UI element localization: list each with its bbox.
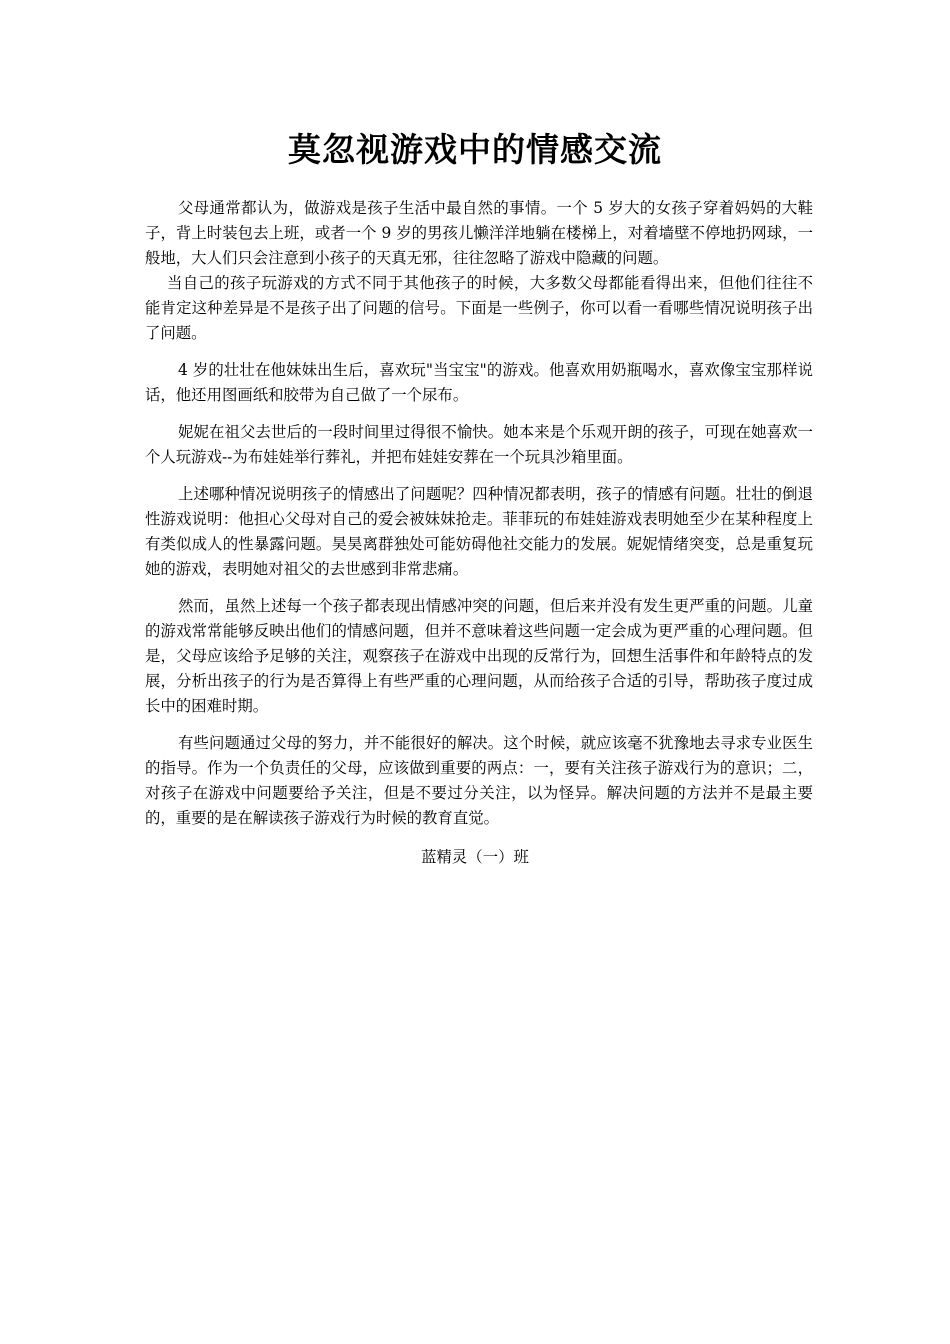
paragraph-7: 有些问题通过父母的努力，并不能很好的解决。这个时候，就应该毫不犹豫地去寻求专业医生的指导。作为一个负责任的父母，应该做到重要的两点：一，要有关注孩子游戏行为的意识；二，对孩子在游戏中问题要给予关注，但是不要过分关注，以为怪异。解决问题的方法并不是最主要的，重要的是在解读孩子游戏行为时候的教育直觉。 [145, 734, 813, 827]
paragraph-5: 上述哪种情况说明孩子的情感出了问题呢？四种情况都表明，孩子的情感有问题。壮壮的倒退性游戏说明：他担心父母对自己的爱会被妹妹抢走。菲菲玩的布娃娃游戏表明她至少在某种程度上有类似成人的性暴露问题。昊昊离群独处可能妨碍他社交能力的发展。妮妮情绪突变，总是重复玩她的游戏，表明她对祖父的去世感到非常悲痛。 [145, 485, 813, 578]
paragraph-4: 妮妮在祖父去世后的一段时间里过得很不愉快。她本来是个乐观开朗的孩子，可现在她喜欢一个人玩游戏--为布娃娃举行葬礼，并把布娃娃安葬在一个玩具沙箱里面。 [145, 423, 813, 466]
document-title: 莫忽视游戏中的情感交流 [288, 130, 662, 169]
document-body [145, 196, 813, 843]
paragraph-2: 当自己的孩子玩游戏的方式不同于其他孩子的时候，大多数父母都能看得出来，但他们往往不能肯定这种差异是不是孩子出了问题的信号。下面是一些例子，你可以看一看哪些情况说明孩子出了问题。 [145, 274, 813, 342]
paragraph-1: 父母通常都认为，做游戏是孩子生活中最自然的事情。一个 5 岁大的女孩子穿着妈妈的大鞋子，背上时装包去上班，或者一个 9 岁的男孩儿懒洋洋地躺在楼梯上，对着墙壁不停地扔网球，一般地，大人们只会注意到小孩子的天真无邪，往往忽略了游戏中隐藏的问题。 [145, 199, 813, 267]
paragraph-6: 然而，虽然上述每一个孩子都表现出情感冲突的问题，但后来并没有发生更严重的问题。儿童的游戏常常能够反映出他们的情感问题，但并不意味着这些问题一定会成为更严重的心理问题。但是，父母应该给予足够的关注，观察孩子在游戏中出现的反常行为，回想生活事件和年龄特点的发展，分析出孩子的行为是否算得上有些严重的心理问题，从而给孩子合适的引导，帮助孩子度过成长中的困难时期。 [145, 597, 813, 715]
signature: 蓝精灵（一）班 [421, 848, 529, 866]
paragraph-3: 4 岁的壮壮在他妹妹出生后，喜欢玩"当宝宝"的游戏。他喜欢用奶瓶喝水，喜欢像宝宝那样说话，他还用图画纸和胶带为自己做了一个尿布。 [145, 361, 813, 404]
